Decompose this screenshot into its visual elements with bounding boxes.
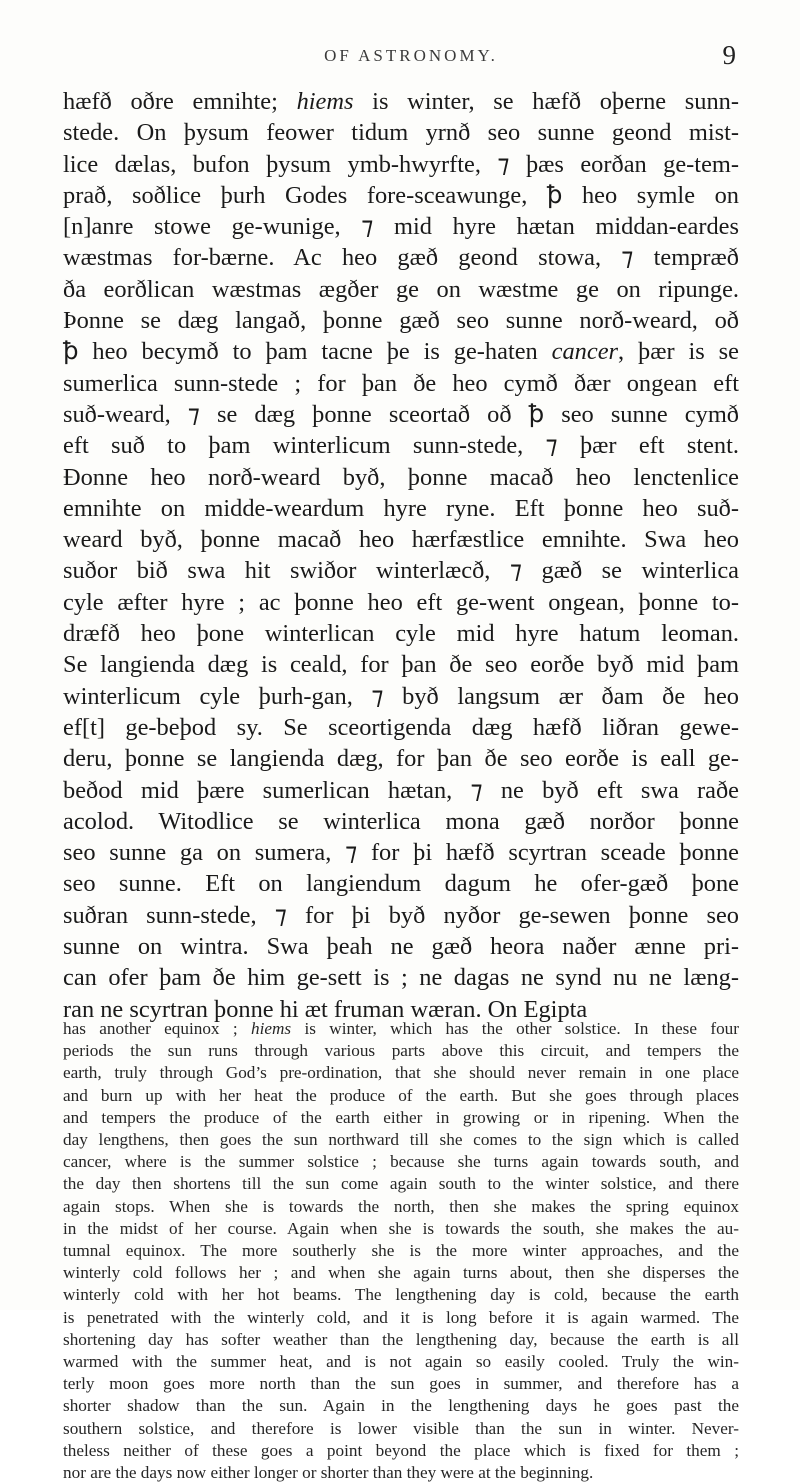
english-translation-line: earth, truly through God’s pre-ordination, that she should never remain in one place (63, 1063, 739, 1083)
old-english-line: [n]anre stowe ge-wunige, ⁊ mid hyre hætan middan-eardes (63, 213, 739, 241)
old-english-line: Ðonne heo norð-weard byð, þonne macað heo lenctenlice (63, 463, 739, 491)
old-english-line: suðor bið swa hit swiðor winterlæcð, ⁊ gæð se winterlica (63, 557, 739, 585)
old-english-line: weard byð, þonne macað heo hærfæstlice emnihte. Swa heo (63, 526, 739, 554)
running-head (86, 40, 736, 74)
old-english-line: wæstmas for-bærne. Ac heo gæð geond stowa, ⁊ tempræð (63, 244, 739, 272)
english-translation-line: winterly cold follows her ; and when she again turns about, then she disperses the (63, 1263, 739, 1283)
latin-term: hiems (296, 88, 354, 115)
english-translation-line: shortening day has softer weather than the lengthening day, because the earth is all (63, 1329, 739, 1349)
page-number: 9 (722, 40, 736, 70)
old-english-line: dræfð heo þone winterlican cyle mid hyre hatum leoman. (63, 620, 739, 648)
english-translation-line: terly moon goes more north than the sun goes in summer, and therefore has a (63, 1374, 739, 1394)
english-translation-line: winterly cold with her hot beams. The lengthening day is cold, because the earth (63, 1285, 739, 1305)
old-english-line: eft suð to þam winterlicum sunn-stede, ⁊ þær eft stent. (63, 432, 739, 460)
running-head-title: OF ASTRONOMY. (324, 46, 498, 65)
english-translation-line: southern solstice, and therefore is lower visible than the sun in winter. Never- (63, 1418, 739, 1438)
old-english-line: emnihte on midde-weardum hyre ryne. Eft þonne heo suð- (63, 494, 739, 522)
old-english-line: Þonne se dæg langað, þonne gæð seo sunne norð-weard, oð (63, 307, 739, 335)
english-translation-line: nor are the days now either longer or shorter than they were at the beginning. (63, 1463, 594, 1483)
old-english-line: sumerlica sunn-stede ; for þan ðe heo cymð ðær ongean eft (63, 369, 739, 397)
old-english-line: cyle æfter hyre ; ac þonne heo eft ge-went ongean, þonne to- (63, 588, 739, 616)
old-english-line: ða eorðlican wæstmas ægðer ge on wæstme ge on ripunge. (63, 275, 739, 303)
old-english-text-block (63, 86, 739, 1025)
old-english-line: ef[t] ge-beþod sy. Se sceortigenda dæg hæfð liðran gewe- (63, 713, 739, 741)
english-translation-line: and tempers the produce of the earth either in growing or in ripening. When the (63, 1107, 739, 1127)
old-english-line: suðran sunn-stede, ⁊ for þi byð nyðor ge-sewen þonne seo (63, 901, 739, 929)
english-translation-line: again stops. When she is towards the north, then she makes the spring equinox (63, 1196, 739, 1216)
old-english-line: suð-weard, ⁊ se dæg þonne sceortað oð ꝥ seo sunne cymð (63, 400, 739, 428)
english-translation-line: theless neither of these goes a point beyond the place which is fixed for them ; (63, 1440, 739, 1460)
old-english-line: lice dælas, bufon þysum ymb-hwyrfte, ⁊ þæs eorðan ge-tem- (63, 150, 739, 178)
old-english-line: seo sunne. Eft on langiendum dagum he ofer-gæð þone (63, 870, 739, 898)
old-english-line: hæfð oðre emnihte; hiems is winter, se hæfð oþerne sunn- (63, 88, 739, 115)
old-english-line: acolod. Witodlice se winterlica mona gæð norðor þonne (63, 807, 739, 835)
english-translation-line: the day then shortens till the sun come again south to the winter solstice, and there (63, 1174, 739, 1194)
english-translation-line: cancer, where is the summer solstice ; because she turns again towards south, and (63, 1152, 739, 1172)
english-translation-line: warmed with the summer heat, and is not again so easily cooled. Truly the win- (63, 1352, 739, 1372)
old-english-line: ran ne scyrtran þonne hi æt fruman wæran. On Egipta (63, 995, 588, 1023)
english-translation-line: day lengthens, then goes the sun northward till she comes to the sign which is called (63, 1130, 739, 1150)
old-english-line: stede. On þysum feower tidum yrnð seo sunne geond mist- (63, 119, 739, 147)
old-english-line: beðod mid þære sumerlican hætan, ⁊ ne byð eft swa raðe (63, 776, 739, 804)
latin-term: cancer (551, 338, 619, 366)
old-english-line: prað, soðlice þurh Godes fore-sceawunge, ꝥ heo symle on (63, 181, 739, 209)
old-english-line: winterlicum cyle þurh-gan, ⁊ byð langsum ær ðam ðe heo (63, 682, 739, 710)
old-english-line: Se langienda dæg is ceald, for þan ðe seo eorðe byð mid þam (63, 651, 739, 679)
old-english-line: can ofer þam ðe him ge-sett is ; ne dagas ne synd nu ne læng- (63, 964, 739, 992)
old-english-line: sunne on wintra. Swa þeah ne gæð heora naðer ænne pri- (63, 933, 739, 961)
old-english-line: deru, þonne se langienda dæg, for þan ðe seo eorðe is eall ge- (63, 745, 739, 773)
old-english-line: ꝥ heo becymð to þam tacne þe is ge-haten cancer, þær is se (63, 338, 739, 366)
english-translation-line: shorter shadow than the sun. Again in the lengthening days he goes past the (63, 1396, 739, 1416)
english-translation-line: is penetrated with the winterly cold, and it is long before it is again warmed. The (63, 1307, 739, 1327)
english-translation-line: and burn up with her heat the produce of the earth. But she goes through places (63, 1085, 739, 1105)
english-translation-line: tumnal equinox. The more southerly she is the more winter approaches, and the (63, 1241, 739, 1261)
english-translation-line: in the midst of her course. Again when she is towards the south, she makes the au- (63, 1218, 739, 1238)
english-translation-line: has another equinox ; hiems is winter, which has the other solstice. In these four (63, 1019, 739, 1038)
latin-term: hiems (251, 1019, 292, 1038)
english-translation-line: periods the sun runs through various parts above this circuit, and tempers the (63, 1041, 739, 1061)
english-translation-block (63, 1018, 739, 1484)
old-english-line: seo sunne ga on sumera, ⁊ for þi hæfð scyrtran sceade þonne (63, 839, 739, 867)
